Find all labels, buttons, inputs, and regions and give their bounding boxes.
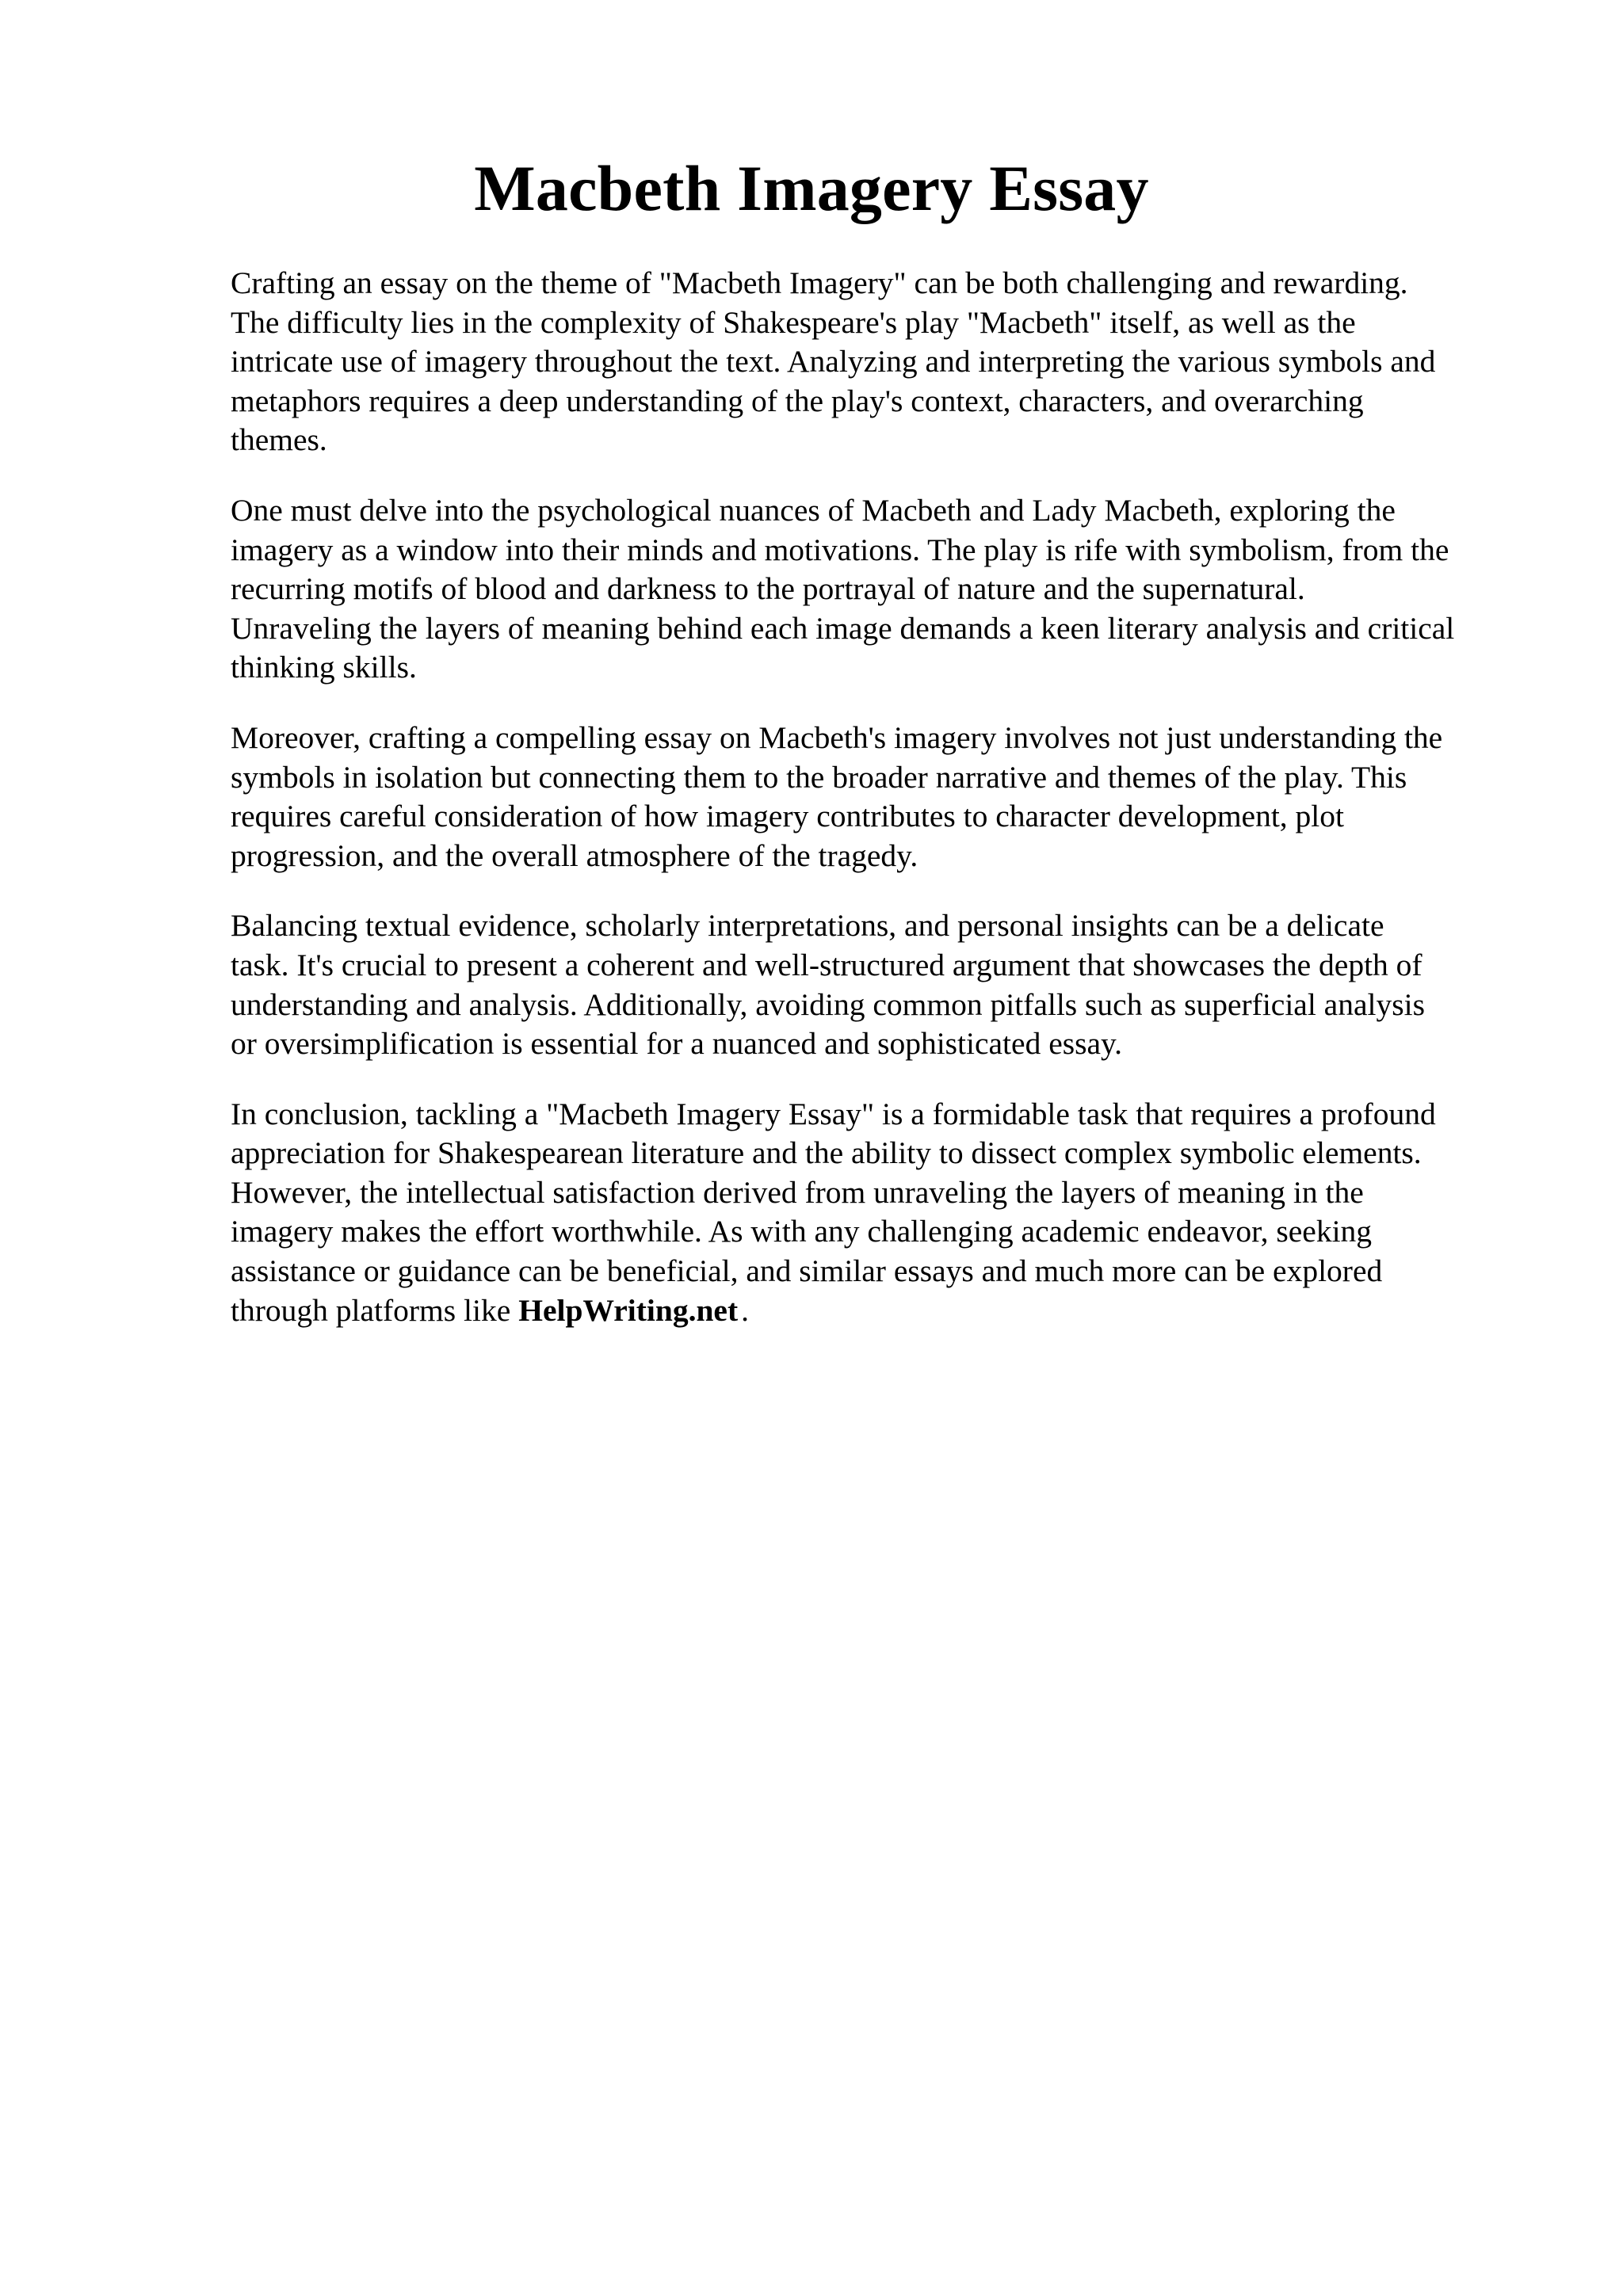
text-line: themes. [231, 422, 327, 458]
text-line: imagery as a window into their minds and motivations. The play is rife with symbolism, from the [231, 532, 1449, 567]
paragraph-4 [231, 906, 1546, 1063]
paragraph-5 [231, 1095, 1546, 1331]
text-line: metaphors requires a deep understanding of the play's context, characters, and overarching [231, 383, 1364, 418]
text-line: thinking skills. [231, 650, 417, 685]
text-line: Moreover, crafting a compelling essay on Macbeth's imagery involves not just understanding the [231, 719, 1443, 755]
paragraph-3 [231, 719, 1546, 875]
text-line: requires careful consideration of how imagery contributes to character development, plot [231, 799, 1345, 834]
text-line: recurring motifs of blood and darkness to the portrayal of nature and the supernatural. [231, 571, 1305, 607]
text-line: However, the intellectual satisfaction derived from unraveling the layers of meaning in the [231, 1174, 1364, 1210]
text-line: imagery makes the effort worthwhile. As with any challenging academic endeavor, seeking [231, 1214, 1373, 1249]
essay-body [231, 264, 1546, 1361]
text-line: understanding and analysis. Additionally, avoiding common pitfalls such as superficial analysis [231, 986, 1425, 1022]
text-line: Unraveling the layers of meaning behind each image demands a keen literary analysis and critical [231, 610, 1455, 646]
final-line-prefix: through platforms like [231, 1292, 511, 1328]
paragraph-2 [231, 491, 1546, 688]
text-line: Balancing textual evidence, scholarly interpretations, and personal insights can be a delicate [231, 908, 1384, 944]
text-line: The difficulty lies in the complexity of Shakespeare's play "Macbeth" itself, as well as the [231, 304, 1356, 340]
text-line: symbols in isolation but connecting them to the broader narrative and themes of the play. This [231, 759, 1407, 795]
text-line: task. It's crucial to present a coherent and well-structured argument that showcases the depth of [231, 947, 1423, 982]
document-title: Macbeth Imagery Essay [474, 152, 1149, 224]
text-line: appreciation for Shakespearean literature and the ability to dissect complex symbolic elements. [231, 1135, 1422, 1171]
text-line: intricate use of imagery throughout the text. Analyzing and interpreting the various symbols and [231, 344, 1436, 379]
text-line: Crafting an essay on the theme of "Macbeth Imagery" can be both challenging and rewarding. [231, 265, 1408, 300]
helpwriting-link[interactable]: HelpWriting.net [518, 1292, 739, 1328]
final-line-suffix: . [741, 1292, 749, 1328]
text-line: assistance or guidance can be beneficial, and similar essays and much more can be explored [231, 1253, 1383, 1289]
text-line: progression, and the overall atmosphere of the tragedy. [231, 837, 918, 873]
text-line: In conclusion, tackling a "Macbeth Imagery Essay" is a formidable task that requires a profound [231, 1096, 1436, 1131]
text-line: One must delve into the psychological nuances of Macbeth and Lady Macbeth, exploring the [231, 492, 1396, 528]
paragraph-1 [231, 264, 1546, 460]
text-line: or oversimplification is essential for a nuanced and sophisticated essay. [231, 1026, 1123, 1062]
final-line [231, 1291, 1546, 1331]
